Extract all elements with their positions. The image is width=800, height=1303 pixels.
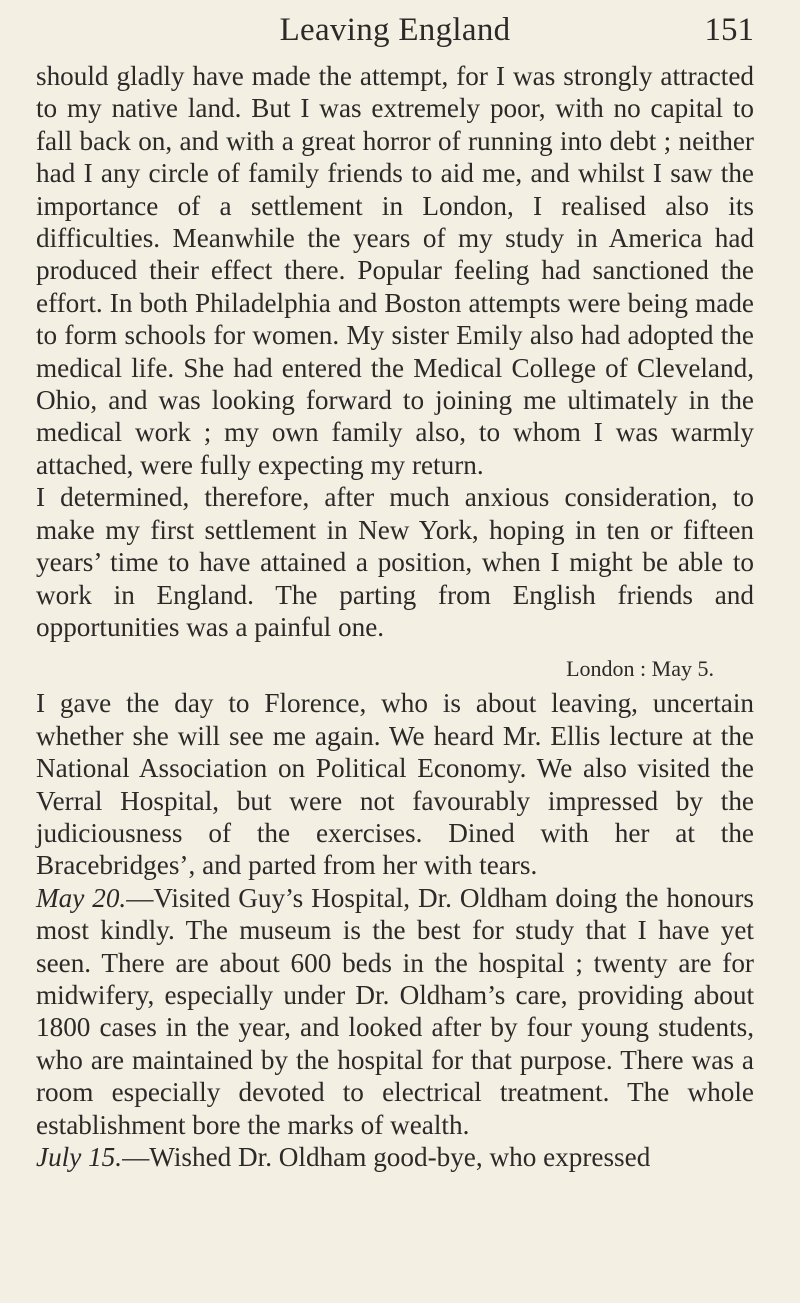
journal-entry-may-20: [36, 882, 754, 1141]
journal-entry-july-15: [36, 1141, 754, 1173]
running-head: [36, 8, 754, 60]
paragraph-continuation: should gladly have made the attempt, for I was strongly attracted to my native land. But I was extremely poor, with no capital to fall back on, and with a great horror of running into debt ; neither had I any circle of family friends to aid me, and whilst I saw the importance of a settlement in London, I realised also its difficulties. Meanwhile the years of my study in America had produced their effect there. Popular feeling had sanctioned the effort. In both Philadelphia and Boston attempts were being made to form schools for women. My sister Emily also had adopted the medical life. She had entered the Medical College of Cleveland, Ohio, and was looking forward to joining me ultimately in the medical work ; my own family also, to whom I was warmly attached, were fully expecting my return.: [36, 61, 754, 480]
paragraph-decision: I determined, therefore, after much anxious consideration, to make my first settlement in New York, hoping in ten or fifteen years’ time to have attained a position, when I might be able to work in England. The parting from English friends and opportunities was a painful one.: [36, 482, 754, 642]
dateline: London : May 5.: [566, 656, 714, 682]
running-title: Leaving England: [279, 12, 511, 48]
entry-date: May 20.: [36, 882, 127, 913]
entry-text: —Visited Guy’s Hospital, Dr. Oldham doing the honours most kindly. The museum is the best for study that I have yet seen. There are about 600 beds in the hospital ; twenty are for midwifery, especially under Dr. Oldham’s care, providing about 1800 cases in the year, and looked after by four young students, who are maintained by the hospital for that purpose. There was a room especially devoted to electrical treatment. The whole establishment bore the marks of wealth.: [36, 882, 754, 1140]
page-number: 151: [704, 12, 754, 48]
journal-entry-may-5: I gave the day to Florence, who is about leaving, uncertain whether she will see me again. We heard Mr. Ellis lecture at the National Association on Political Economy. We also visited the Verral Hospital, but were not favourably impressed by the judiciousness of the exercises. Dined with her at the Bracebridges’, and parted from her with tears.: [36, 688, 754, 881]
entry-date: July 15.: [36, 1142, 123, 1172]
entry-text: —Wished Dr. Oldham good-bye, who expressed: [122, 1142, 651, 1172]
body-text: [36, 60, 754, 1173]
